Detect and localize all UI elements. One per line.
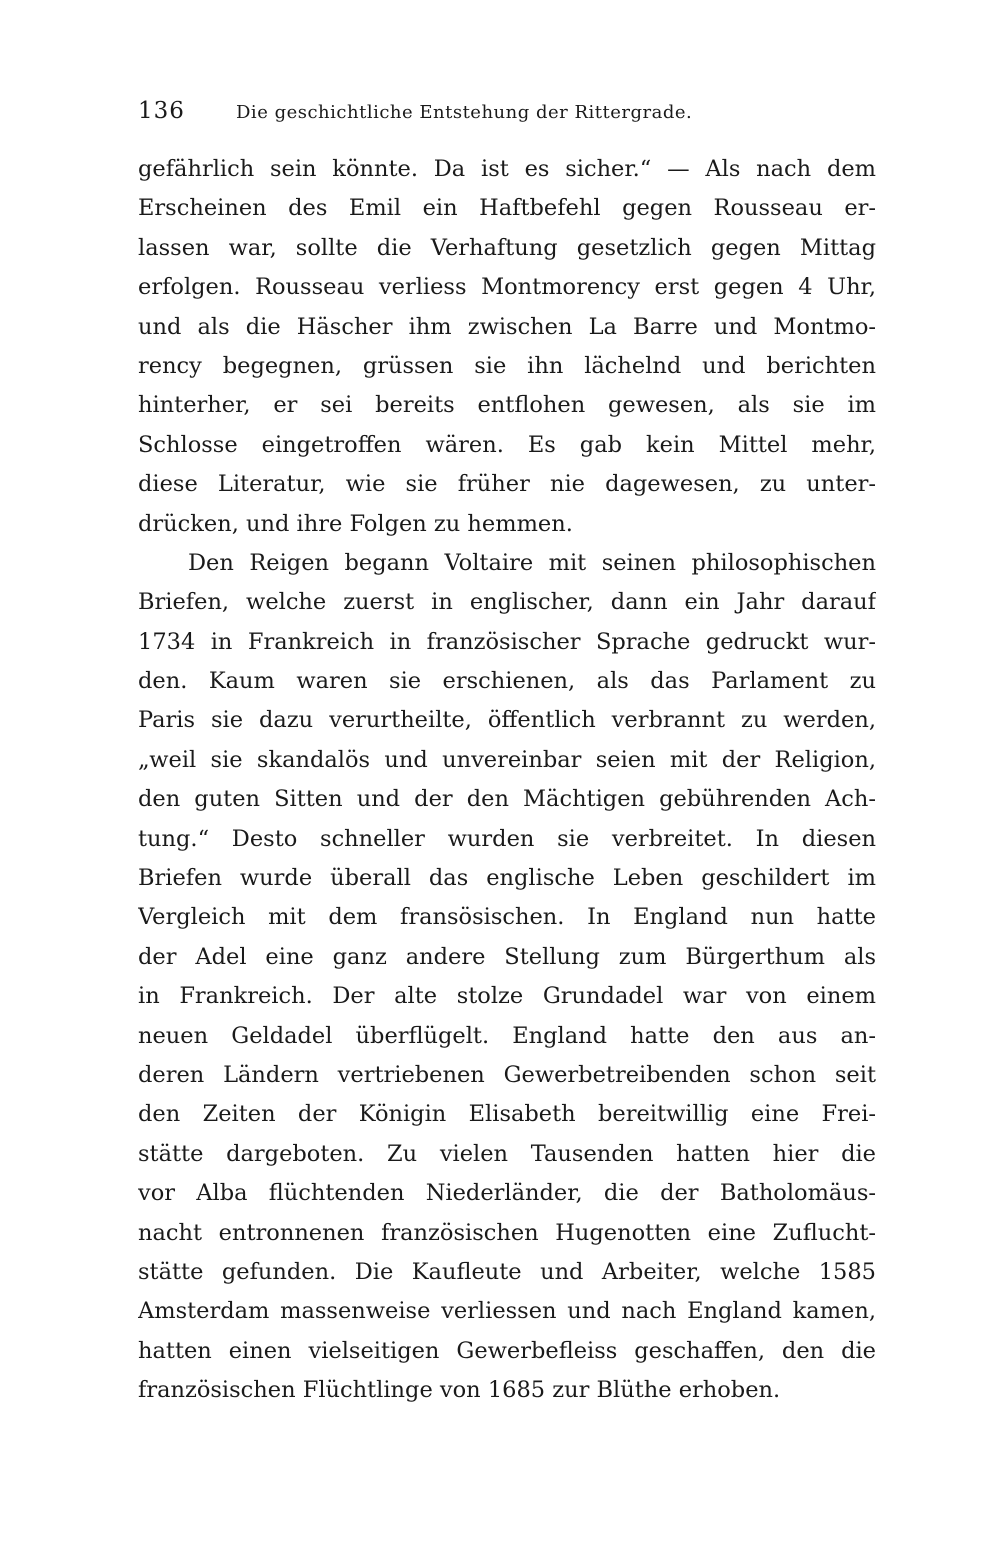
text-line: Erscheinen des Emil ein Haftbefehl gegen Rousseau er- <box>138 195 876 222</box>
text-line: erfolgen. Rousseau verliess Montmorency erst gegen 4 Uhr, <box>138 274 876 301</box>
text-line: diese Literatur, wie sie früher nie dagewesen, zu unter- <box>138 471 876 498</box>
text-line: Schlosse eingetroffen wären. Es gab kein Mittel mehr, <box>138 431 876 458</box>
text-line: Amsterdam massenweise verliessen und nach England kamen, <box>138 1298 876 1325</box>
text-line: Briefen wurde überall das englische Leben geschildert im <box>138 865 876 892</box>
page-header <box>138 98 878 130</box>
text-line: stätte dargeboten. Zu vielen Tausenden hatten hier die <box>138 1140 876 1167</box>
text-line: tung.“ Desto schneller wurden sie verbreitet. In diesen <box>138 825 876 852</box>
text-line: den Zeiten der Königin Elisabeth bereitwillig eine Frei- <box>138 1101 876 1128</box>
text-line: „weil sie skandalös und unvereinbar seien mit der Religion, <box>138 746 876 773</box>
text-line: hatten einen vielseitigen Gewerbefleiss geschaffen, den die <box>138 1337 876 1364</box>
text-line: rency begegnen, grüssen sie ihn lächelnd und berichten <box>138 352 876 379</box>
text-line: hinterher, er sei bereits entflohen gewesen, als sie im <box>138 392 876 419</box>
text-line: drücken, und ihre Folgen zu hemmen. <box>138 510 573 537</box>
text-line: und als die Häscher ihm zwischen La Barre und Montmo- <box>138 313 876 340</box>
text-line: den guten Sitten und der den Mächtigen gebührenden Ach- <box>138 786 876 813</box>
text-line: Briefen, welche zuerst in englischer, dann ein Jahr darauf <box>138 589 876 616</box>
text-line: neuen Geldadel überflügelt. England hatte den aus an- <box>138 1022 876 1049</box>
text-line: Den Reigen begann Voltaire mit seinen philosophischen <box>188 549 876 576</box>
text-line: vor Alba flüchtenden Niederländer, die der Batholomäus- <box>138 1180 876 1207</box>
text-line: in Frankreich. Der alte stolze Grundadel war von einem <box>138 983 876 1010</box>
text-line: den. Kaum waren sie erschienen, als das Parlament zu <box>138 668 876 695</box>
text-line: deren Ländern vertriebenen Gewerbetreibenden schon seit <box>138 1061 876 1088</box>
text-line: nacht entronnenen französischen Hugenotten eine Zuflucht- <box>138 1219 876 1246</box>
text-line: französischen Flüchtlinge von 1685 zur Blüthe erhoben. <box>138 1377 781 1404</box>
text-line: Paris sie dazu verurtheilte, öffentlich verbrannt zu werden, <box>138 707 876 734</box>
text-line: Vergleich mit dem fransösischen. In England nun hatte <box>138 904 876 931</box>
text-line: 1734 in Frankreich in französischer Sprache gedruckt wur- <box>138 628 876 655</box>
body-text <box>138 150 876 1411</box>
paragraph-2 <box>138 544 876 1411</box>
text-line: stätte gefunden. Die Kaufleute und Arbeiter, welche 1585 <box>138 1258 876 1285</box>
text-line: lassen war, sollte die Verhaftung gesetzlich gegen Mittag <box>138 234 876 261</box>
page-number: 136 <box>138 98 185 124</box>
text-line: gefährlich sein könnte. Da ist es sicher.“ — Als nach dem <box>138 156 876 182</box>
text-line: der Adel eine ganz andere Stellung zum Bürgerthum als <box>138 943 876 970</box>
running-title: Die geschichtliche Entstehung der Rittergrade. <box>236 102 693 123</box>
paragraph-1 <box>138 150 876 544</box>
